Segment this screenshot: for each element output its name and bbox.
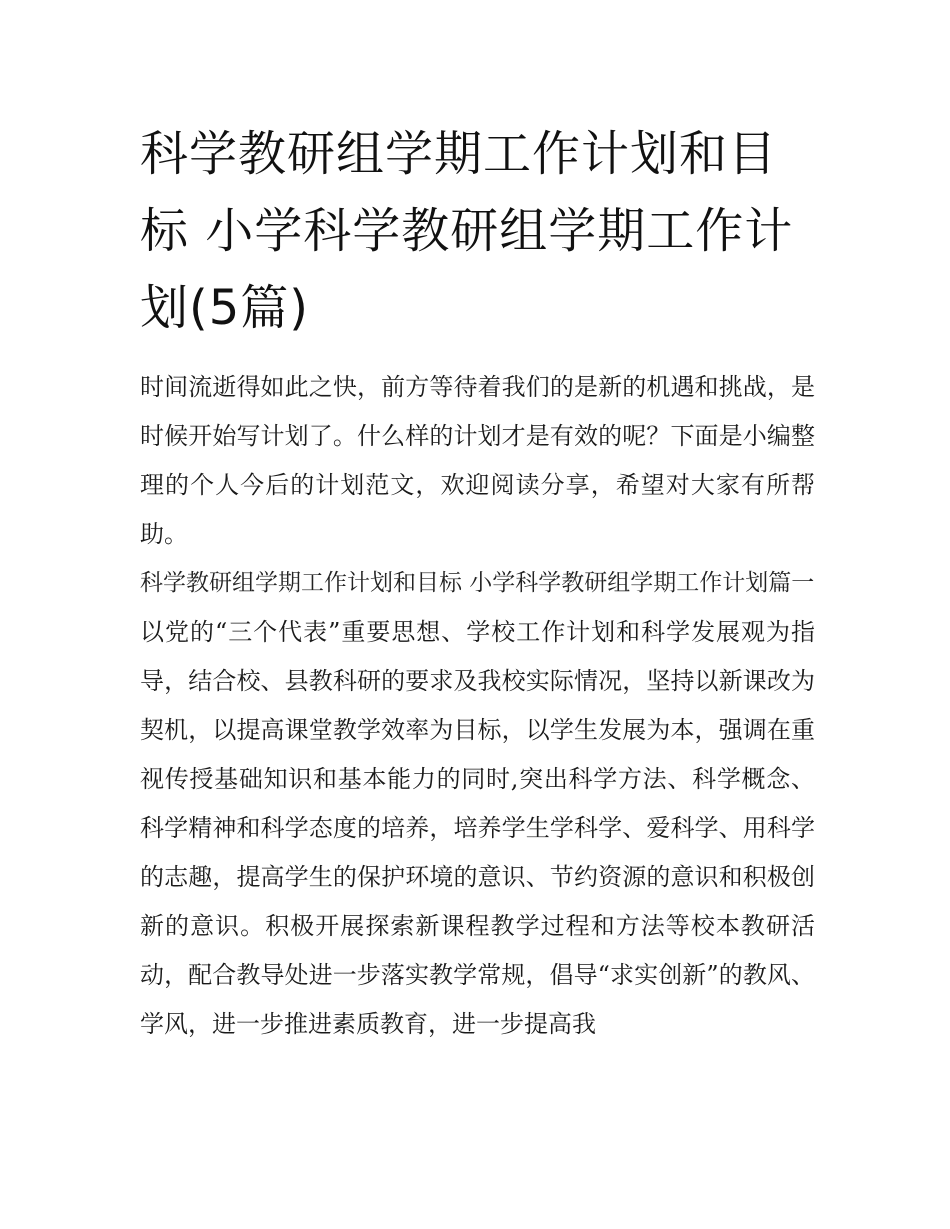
document-title: 科学教研组学期工作计划和目标 小学科学教研组学期工作计划(5篇) <box>140 126 794 336</box>
section-heading: 科学教研组学期工作计划和目标 小学科学教研组学期工作计划篇一 <box>140 570 815 596</box>
document-content <box>140 116 815 1049</box>
body-paragraph: 以党的“三个代表”重要思想、学校工作计划和科学发展观为指导，结合校、县教科研的要求及我校实际情况，坚持以新课改为契机，以提高课堂教学效率为目标，以学生发展为本，强调在重视传授基础知识和基本能力的同时,突出科学方法、科学概念、科学精神和科学态度的培养，培养学生学科学、爱科学、用科学的志趣，提高学生的保护环境的意识、节约资源的意识和积极创新的意识。积极开展探索新课程教学过程和方法等校本教研活动，配合教导处进一步落实教学常规，倡导“求实创新”的教风、学风，进一步推进素质教育，进一步提高我 <box>140 618 815 1038</box>
intro-paragraph: 时间流逝得如此之快，前方等待着我们的是新的机遇和挑战，是时候开始写计划了。什么样的计划才是有效的呢？下面是小编整理的个人今后的计划范文，欢迎阅读分享，希望对大家有所帮助。 <box>140 373 815 548</box>
